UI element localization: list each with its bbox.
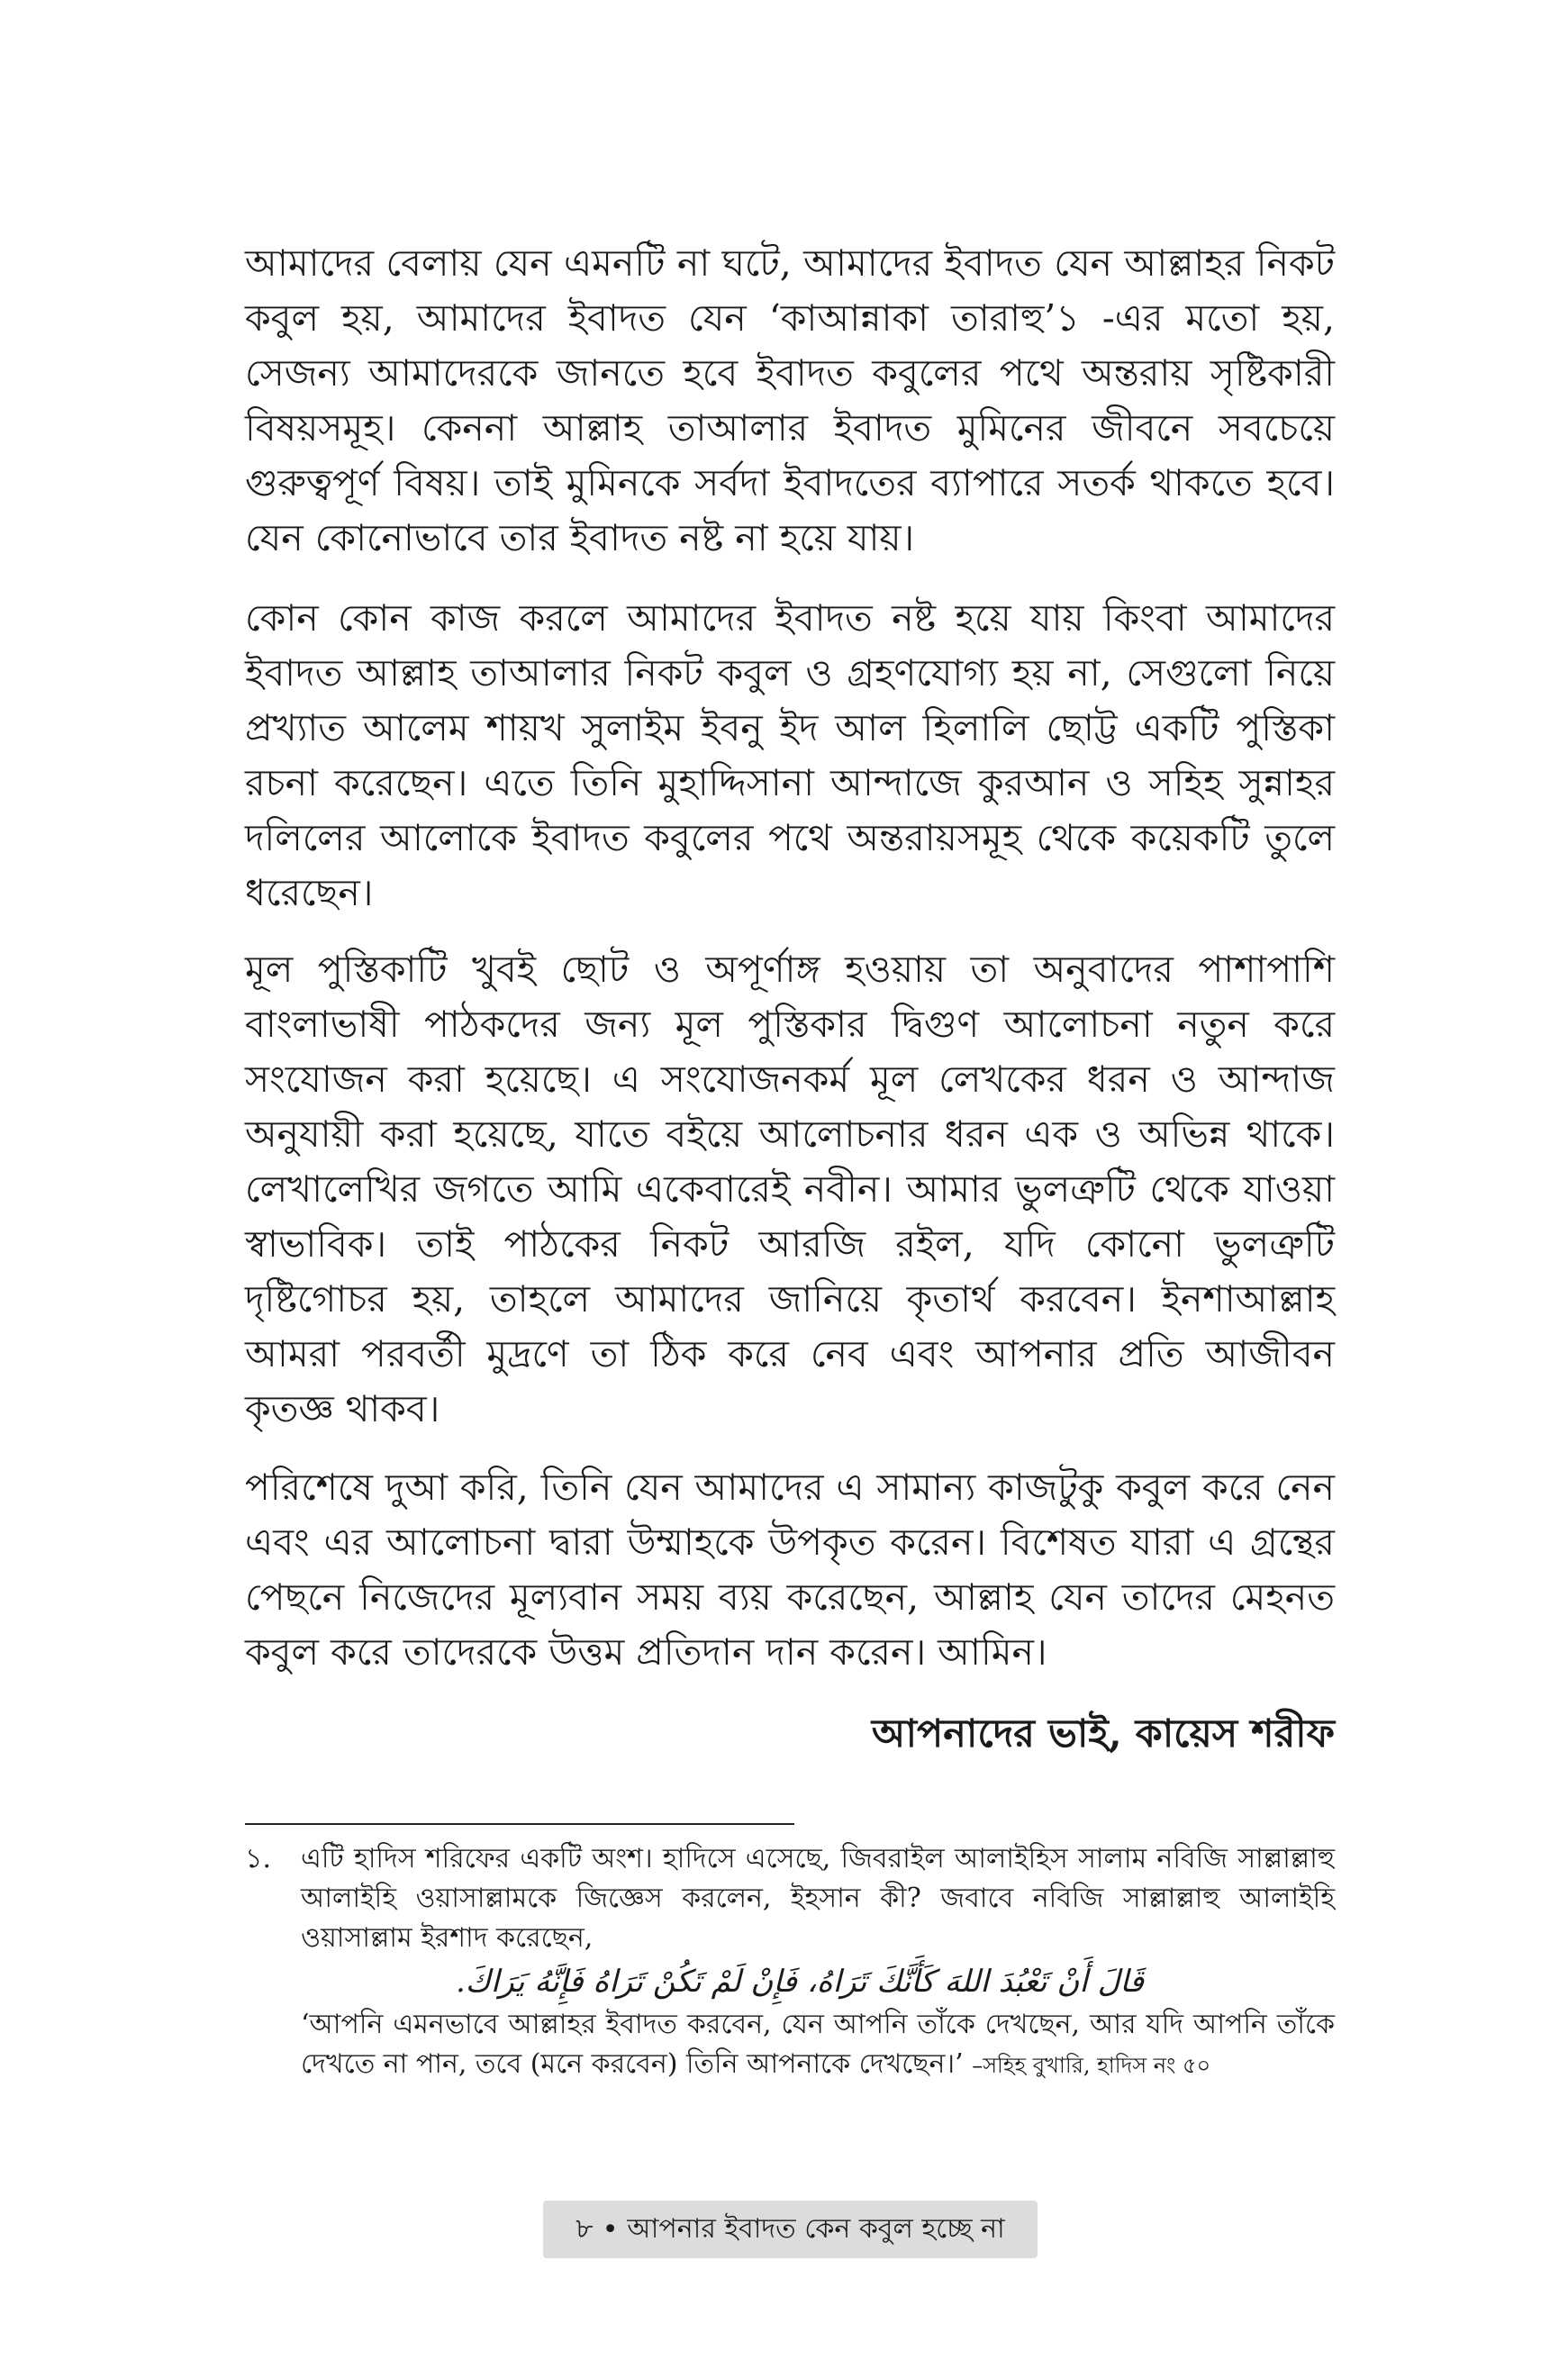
translation-text: ‘আপনি এমনভাবে আল্লাহর ইবাদত করবেন, যেন আপনি তাঁকে দেখছেন, আর যদি আপনি তাঁকে দেখতে না পান, তবে (মনে করবেন) তিনি আপনাকে দেখছেন।’ [301, 2009, 1335, 2080]
paragraph-1: আমাদের বেলায় যেন এমনটি না ঘটে, আমাদের ইবাদত যেন আল্লাহর নিকট কবুল হয়, আমাদের ইবাদত যেন ‘কাআন্নাকা তারাহু’১ -এর মতো হয়, সেজন্য আমাদেরকে জানতে হবে ইবাদত কবুলের পথে অন্তরায় সৃষ্টিকারী বিষয়সমূহ। কেননা আল্লাহ তাআলার ইবাদত মুমিনের জীবনে সবচেয়ে গুরুত্বপূর্ণ বিষয়। তাই মুমিনকে সর্বদা ইবাদতের ব্যাপারে সতর্ক থাকতে হবে। যেন কোনোভাবে তার ইবাদত নষ্ট না হয়ে যায়। [245, 241, 1335, 559]
footnote-text: এটি হাদিস শরিফের একটি অংশ। হাদিসে এসেছে, জিবরাইল আলাইহিস সালাম নবিজি সাল্লাল্লাহু আলাইহি ওয়াসাল্লামকে জিজ্ঞেস করলেন, ইহসান কী? জবাবে নবিজি সাল্লাল্লাহু আলাইহি ওয়াসাল্লাম ইরশাদ করেছেন, [301, 1843, 1335, 1954]
hadith-source: –সহিহ বুখারি, হাদিস নং ৫০ [972, 2053, 1211, 2078]
paragraph-4: পরিশেষে দুআ করি, তিনি যেন আমাদের এ সামান্য কাজটুকু কবুল করে নেন এবং এর আলোচনা দ্বারা উম্মাহকে উপকৃত করেন। বিশেষত যারা এ গ্রন্থের পেছনে নিজেদের মূল্যবান সময় ব্যয় করেছেন, আল্লাহ যেন তাদের মেহনত কবুল করে তাদেরকে উত্তম প্রতিদান দান করেন। আমিন। [245, 1466, 1335, 1674]
author-signature: আপনাদের ভাই, কায়েস শরীফ [871, 1711, 1335, 1756]
running-title: আপনার ইবাদত কেন কবুল হচ্ছে না [627, 2212, 1005, 2245]
footer-separator: • [602, 2213, 619, 2246]
footnote-1 [245, 1839, 1335, 2085]
paragraph-3: মূল পুস্তিকাটি খুবই ছোট ও অপূর্ণাঙ্গ হওয়ায় তা অনুবাদের পাশাপাশি বাংলাভাষী পাঠকদের জন্য মূল পুস্তিকার দ্বিগুণ আলোচনা নতুন করে সংযোজন করা হয়েছে। এ সংযোজনকর্ম মূল লেখকের ধরন ও আন্দাজ অনুযায়ী করা হয়েছে, যাতে বইয়ে আলোচনার ধরন এক ও অভিন্ন থাকে। লেখালেখির জগতে আমি একেবারেই নবীন। আমার ভুলত্রুটি থেকে যাওয়া স্বাভাবিক। তাই পাঠকের নিকট আরজি রইল, যদি কোনো ভুলত্রুটি দৃষ্টিগোচর হয়, তাহলে আমাদের জানিয়ে কৃতার্থ করবেন। ইনশাআল্লাহ আমরা পরবর্তী মুদ্রণে তা ঠিক করে নেব এবং আপনার প্রতি আজীবন কৃতজ্ঞ থাকব। [245, 948, 1335, 1430]
footnote-divider [245, 1823, 794, 1825]
page-footer [543, 2201, 1038, 2258]
paragraph-2: কোন কোন কাজ করলে আমাদের ইবাদত নষ্ট হয়ে যায় কিংবা আমাদের ইবাদত আল্লাহ তাআলার নিকট কবুল ও গ্রহণযোগ্য হয় না, সেগুলো নিয়ে প্রখ্যাত আলেম শায়খ সুলাইম ইবনু ইদ আল হিলালি ছোট্ট একটি পুস্তিকা রচনা করেছেন। এতে তিনি মুহাদ্দিসানা আন্দাজে কুরআন ও সহিহ সুন্নাহর দলিলের আলোকে ইবাদত কবুলের পথে অন্তরায়সমূহ থেকে কয়েকটি তুলে ধরেছেন। [245, 596, 1335, 914]
main-text [245, 236, 1335, 1761]
footnote-number: ১. [245, 1843, 272, 1874]
footnote-translation [301, 2005, 1335, 2085]
footnote-body [301, 1839, 1335, 2085]
footnote-arabic-hadith: قَالَ أَنْ تَعْبُدَ اللهَ كَأَنَّكَ تَرَاهُ، فَإِنْ لَمْ تَكُنْ تَرَاهُ فَإِنَّهُ يَرَاكَ. [456, 1964, 1144, 2000]
page-number: ৮ [576, 2212, 594, 2245]
footnote-section [245, 1839, 1335, 2085]
